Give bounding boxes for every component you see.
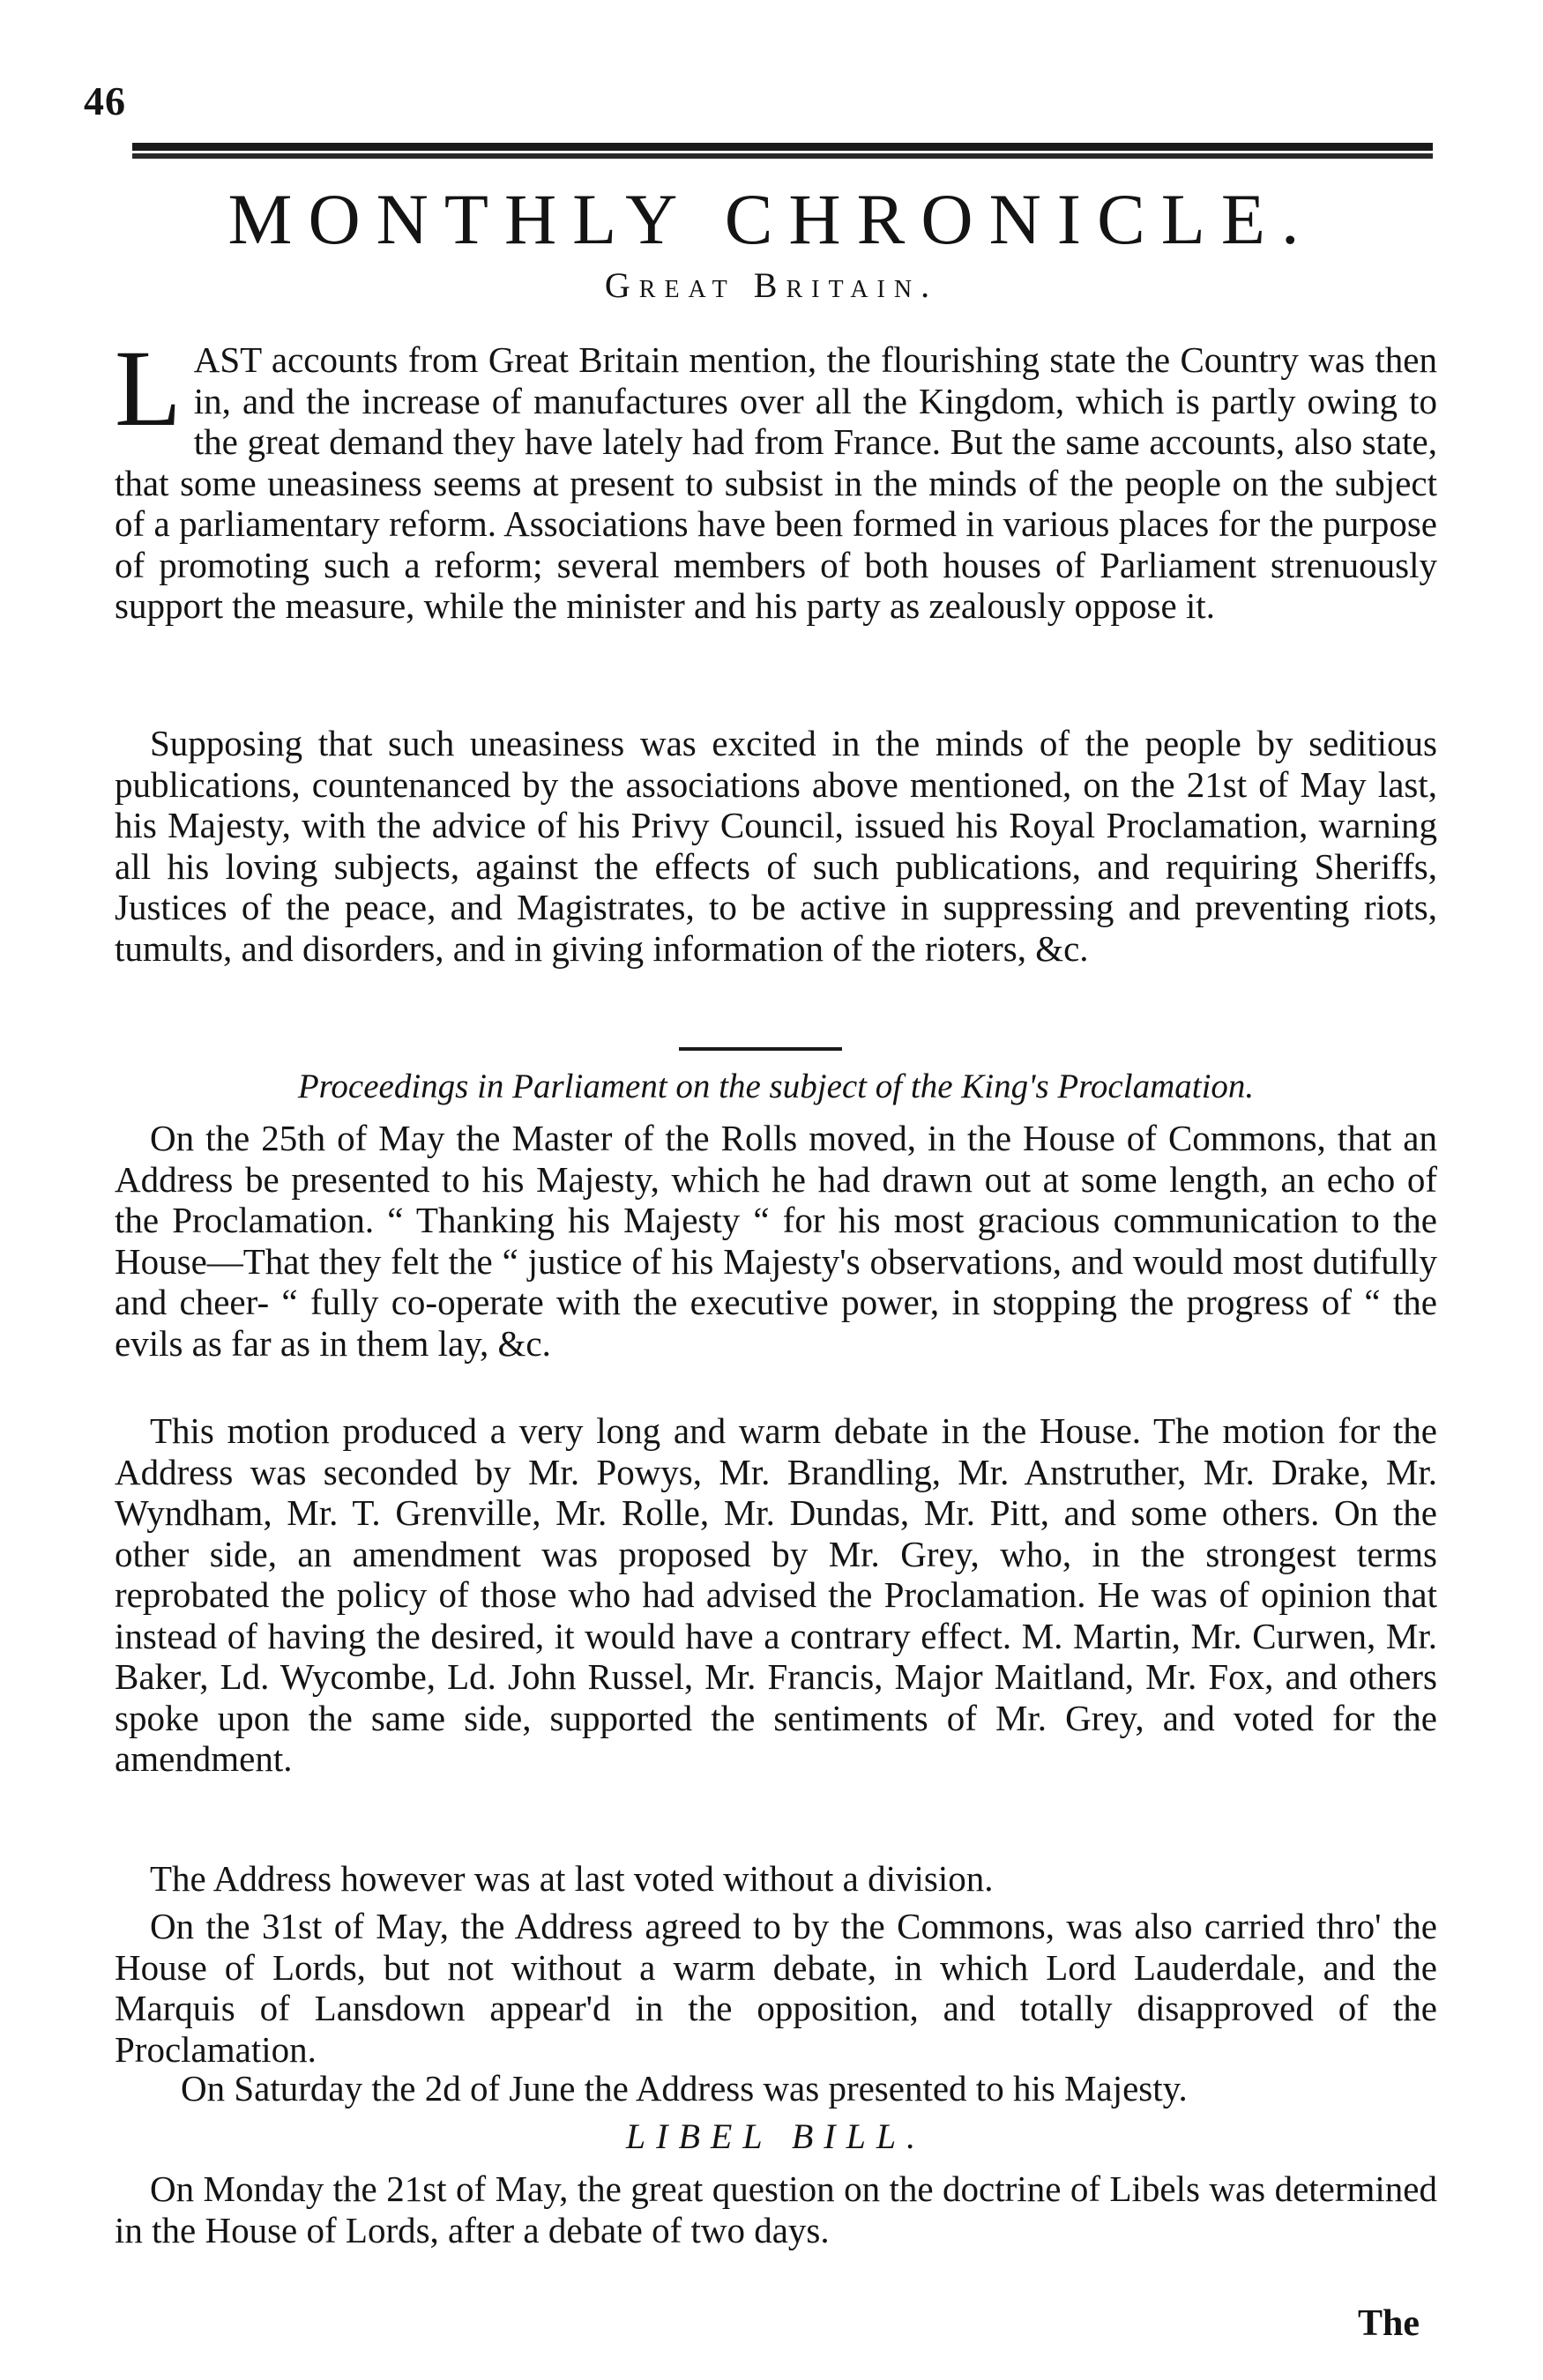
- heading-libel-bill: LIBEL BILL.: [625, 2116, 927, 2156]
- paragraph-address-motion: On the 25th of May the Master of the Rolls moved, in the House of Commons, that an Address be presented to his Majesty, which he had drawn out at some length, an echo of the Proclamation. “ Thanking his Majesty “ for his most gracious communication to the House—That they felt the “ justice of his Majesty's observations, and would most dutifully and cheer- “ fully co-operate with the executive power, in stopping the progress of “ the evils as far as in them lay, &c.: [115, 1118, 1437, 1364]
- catchword: The: [1358, 2303, 1420, 2344]
- page-number: 46: [84, 78, 126, 123]
- section-subtitle: Great Britain.: [604, 265, 939, 305]
- paragraph-presented: On Saturday the 2d of June the Address was presented to his Majesty.: [181, 2068, 1188, 2109]
- paragraph-libel: On Monday the 21st of May, the great question on the doctrine of Libels was determined in the House of Lords, after a debate of two days.: [115, 2168, 1437, 2250]
- paragraph-lords: On the 31st of May, the Address agreed to by the Commons, was also carried thro' the House of Lords, but not without a warm debate, in which Lord Lauderdale, and the Marquis of Lansdown appear'd in the opposition, and totally disapproved of the Proclamation.: [115, 1906, 1437, 2070]
- paragraph-opening: [115, 328, 1437, 627]
- page-title: MONTHLY CHRONICLE.: [227, 179, 1316, 259]
- paragraph-debate: This motion produced a very long and warm debate in the House. The motion for the Address was seconded by Mr. Powys, Mr. Brandling, Mr. Anstruther, Mr. Drake, Mr. Wyndham, Mr. T. Grenville, Mr. Rolle, Mr. Dundas, Mr. Pitt, and some others. On the other side, an amendment was proposed by Mr. Grey, who, in the strongest terms reprobated the policy of those who had advised the Proclamation. He was of opinion that instead of having the desired, it would have a contrary effect. M. Martin, Mr. Curwen, Mr. Baker, Ld. Wycombe, Ld. John Russel, Mr. Francis, Major Maitland, Mr. Fox, and others spoke upon the same side, supported the sentiments of Mr. Grey, and voted for the amendment.: [115, 1410, 1437, 1779]
- paragraph-text: AST accounts from Great Britain mention, the flourishing state the Country was then in, and the increase of manufactures over all the Kingdom, which is partly owing to the great demand they have lately had from France. But the same accounts, also state, that some uneasiness seems at present to subsist in the minds of the people on the subject of a parliamentary reform. Associations have been formed in various places for the purpose of promoting such a reform; several members of both houses of Parliament strenuously support the measure, while the minister and his party as zealously oppose it.: [115, 339, 1437, 626]
- paragraph-proclamation: Supposing that such uneasiness was excited in the minds of the people by seditious publications, countenanced by the associations above mentioned, on the 21st of May last, his Majesty, with the advice of his Privy Council, issued his Royal Proclamation, warning all his loving subjects, against the effects of such publications, and requiring Sheriffs, Justices of the peace, and Magistrates, to be active in suppressing and preventing riots, tumults, and disorders, and in giving information of the rioters, &c.: [115, 723, 1437, 969]
- heading-proceedings: Proceedings in Parliament on the subject of the King's Proclamation.: [297, 1067, 1255, 1105]
- drop-cap: L: [115, 328, 182, 449]
- header-rule: [132, 143, 1433, 153]
- section-divider: [679, 1047, 842, 1051]
- paragraph-vote: The Address however was at last voted without a division.: [150, 1858, 994, 1899]
